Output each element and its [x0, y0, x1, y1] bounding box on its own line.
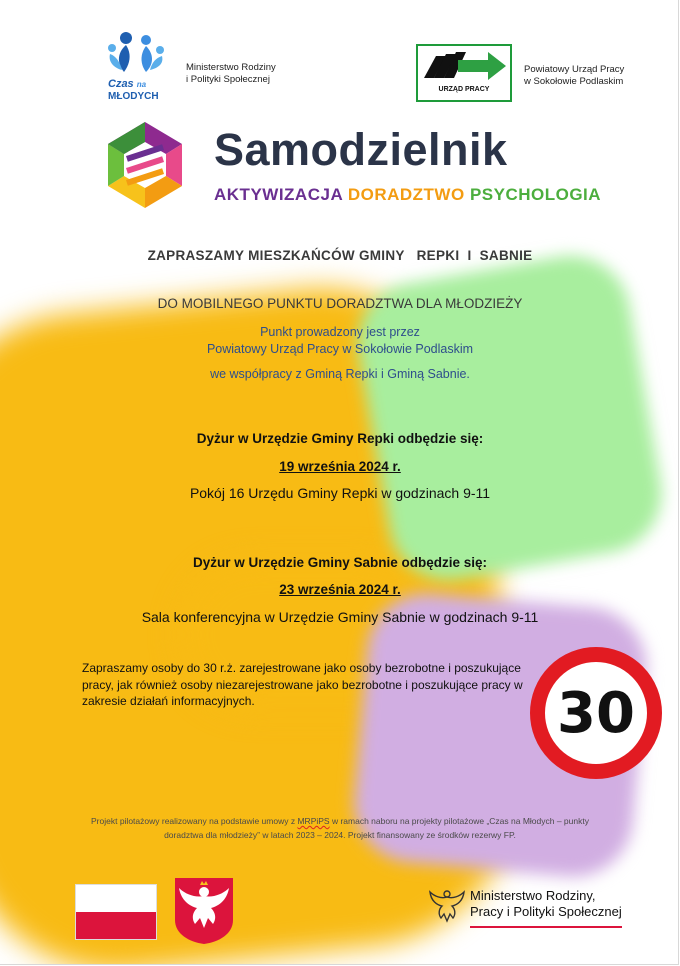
ministry-small-line1: Ministerstwo Rodziny [186, 62, 276, 73]
lead-line-2: Powiatowy Urząd Pracy w Sokołowie Podlaskim [206, 342, 474, 356]
pup-line1: Powiatowy Urząd Pracy [524, 64, 625, 75]
footnote-part1: Projekt pilotażowy realizowany na podstawie umowy z [91, 816, 298, 826]
duty-repki-room: Pokój 16 Urzędu Gminy Repki w godzinach 9-11 [189, 485, 491, 501]
duty-repki-heading: Dyżur w Urzędzie Gminy Repki odbędzie się: [196, 431, 484, 446]
duty-sabnie-date-wrap [0, 581, 679, 599]
age-limit-number: 30 [557, 680, 635, 746]
duty-repki-date: 19 września 2024 r. [279, 459, 401, 474]
czas-logo-word: Czas [108, 78, 134, 90]
ministry-eagle-icon [427, 884, 467, 928]
czas-na-mlodych-logo [102, 28, 174, 108]
point-heading: DO MOBILNEGO PUNKTU DORADZTWA DLA MŁODZIEŻY [157, 296, 523, 311]
duty-sabnie-date: 23 września 2024 r. [279, 582, 401, 597]
brand-subtitle [214, 185, 601, 205]
brand-sub-aktywizacja: AKTYWIZACJA [214, 185, 343, 204]
brand-sub-doradztwo: DORADZTWO [347, 185, 465, 204]
urzad-pracy-logo [416, 44, 512, 102]
age-limit-sign [530, 647, 662, 779]
polish-eagle-emblem [173, 876, 235, 946]
footnote-part2: w ramach naboru na projekty pilotażowe „Czas na Młodych – punkty doradztwa dla młodzieży” w latach 2023 – 2024. Projekt finansowany ze środków rezerwy FP. [164, 816, 589, 840]
footnote-mrpips: MRPiPS [297, 816, 330, 826]
project-footnote [80, 814, 600, 842]
pup-line2: w Sokołowie Podlaskim [524, 76, 624, 87]
ministry-footer-label [470, 888, 622, 920]
invite-heading: ZAPRASZAMY MIESZKAŃCÓW GMINY REPKI I SABNIE [147, 248, 533, 263]
czas-logo-mlodych: MŁODYCH [108, 91, 159, 102]
ministry-footer-line1: Ministerstwo Rodziny, [470, 888, 596, 903]
duty-repki-date-wrap [0, 458, 679, 476]
ministry-small-label [186, 62, 276, 86]
ministry-small-line2: i Polityki Społecznej [186, 74, 270, 85]
lead-line-3: we współpracy z Gminą Repki i Gminą Sabnie. [210, 367, 470, 381]
czas-logo-na: na [136, 80, 147, 89]
ministry-footer-line2: Pracy i Polityki Społecznej [470, 904, 622, 919]
duty-sabnie-room: Sala konferencyjna w Urzędzie Gminy Sabnie w godzinach 9-11 [141, 609, 539, 625]
duty-sabnie-heading: Dyżur w Urzędzie Gminy Sabnie odbędzie się: [192, 555, 488, 570]
doors-arrow-icon [418, 46, 510, 86]
polish-flag [75, 884, 157, 940]
pup-label [524, 64, 624, 88]
eligibility-info: Zapraszamy osoby do 30 r.ż. zarejestrowane jako osoby bezrobotne i poszukujące pracy, jak również osoby niezarejestrowane jako bezrobotne i poszukujące pracy w zakresie działań informacyjnych. [82, 661, 523, 708]
brand-sub-psychologia: PSYCHOLOGIA [469, 185, 602, 204]
lead-line-1: Punkt prowadzony jest przez [260, 325, 420, 339]
urzad-pracy-logo-text: URZĄD PRACY [438, 86, 490, 93]
brand-title: Samodzielnik [214, 124, 508, 175]
ministry-red-bar [470, 926, 622, 928]
samodzielnik-logo-icon [104, 120, 186, 210]
